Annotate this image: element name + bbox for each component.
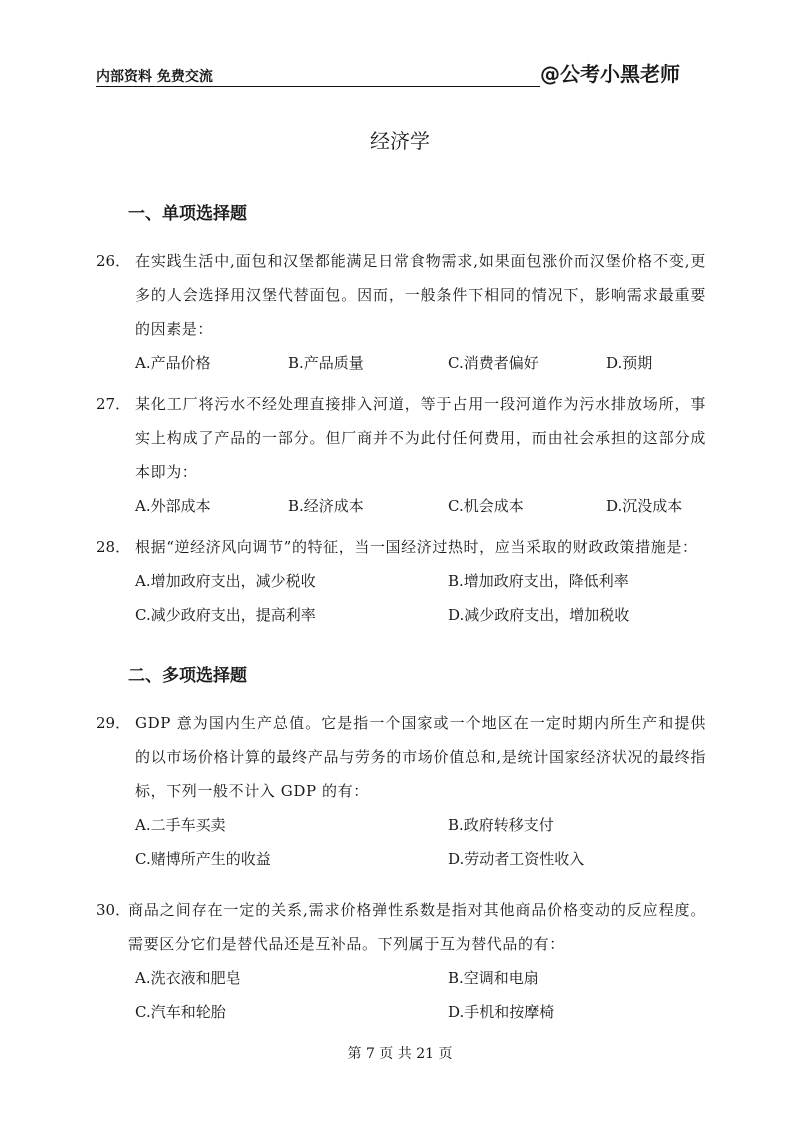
question-number: 29． [96, 714, 131, 732]
question-stem: 某化工厂将污水不经处理直接排入河道，等于占用一段河道作为污水排放场所，事实上构成了产品的一部分。但厂商并不为此付任何费用，而由社会承担的这部分成本即为： [135, 395, 706, 481]
question-number: 30． [96, 901, 131, 919]
option-a[interactable]: A.外部成本 [135, 497, 211, 515]
page-footer: 第 7 页 共 21 页 [347, 1046, 453, 1062]
option-a[interactable]: A.增加政府支出，减少税收 [135, 572, 316, 590]
option-c[interactable]: C.赌博所产生的收益 [135, 850, 271, 868]
option-d[interactable]: D.减少政府支出，增加税收 [448, 606, 630, 624]
question-options [135, 564, 706, 598]
question-26 [96, 244, 706, 380]
option-c[interactable]: C.消费者偏好 [448, 354, 539, 372]
option-b[interactable]: B.空调和电扇 [448, 969, 539, 987]
question-29 [96, 706, 706, 876]
question-28 [96, 530, 706, 632]
question-stem: 在实践生活中,面包和汉堡都能满足日常食物需求,如果面包涨价而汉堡价格不变,更多的人会选择用汉堡代替面包。因而，一般条件下相同的情况下，影响需求最重要的因素是： [135, 252, 706, 338]
section-heading-single-choice: 一、单项选择题 [128, 204, 247, 224]
page-title: 经济学 [370, 129, 430, 153]
header-watermark-text: @公考小黑老师 [540, 62, 680, 86]
question-options [135, 808, 706, 842]
option-d[interactable]: D.劳动者工资性收入 [448, 850, 585, 868]
option-b[interactable]: B.增加政府支出，降低利率 [448, 572, 629, 590]
question-30 [96, 893, 706, 1029]
question-number: 27． [96, 395, 131, 413]
option-b[interactable]: B.政府转移支付 [448, 816, 554, 834]
question-options [135, 842, 706, 876]
option-b[interactable]: B.产品质量 [288, 354, 364, 372]
question-options [135, 598, 706, 632]
option-d[interactable]: D.沉没成本 [606, 497, 683, 515]
section-heading-multiple-choice: 二、多项选择题 [128, 666, 247, 686]
question-options [135, 346, 706, 380]
page-header [96, 58, 696, 88]
question-options [135, 995, 706, 1029]
question-number: 26． [96, 252, 131, 270]
header-rule [96, 86, 540, 87]
question-27 [96, 387, 706, 523]
header-left-text: 内部资料 免费交流 [96, 69, 213, 85]
option-c[interactable]: C.机会成本 [448, 497, 524, 515]
question-options [135, 961, 706, 995]
option-a[interactable]: A.二手车买卖 [135, 816, 226, 834]
option-b[interactable]: B.经济成本 [288, 497, 364, 515]
option-c[interactable]: C.减少政府支出，提高利率 [135, 606, 316, 624]
question-stem: GDP 意为国内生产总值。它是指一个国家或一个地区在一定时期内所生产和提供的以市场价格计算的最终产品与劳务的市场价值总和,是统计国家经济状况的最终指标，下列一般不计入 GDP 的有： [135, 714, 706, 800]
option-c[interactable]: C.汽车和轮胎 [135, 1003, 226, 1021]
question-stem: 根据“逆经济风向调节”的特征，当一国经济过热时，应当采取的财政政策措施是： [135, 538, 698, 556]
option-d[interactable]: D.手机和按摩椅 [448, 1003, 555, 1021]
option-a[interactable]: A.产品价格 [135, 354, 211, 372]
option-a[interactable]: A.洗衣液和肥皂 [135, 969, 241, 987]
question-stem: 商品之间存在一定的关系,需求价格弹性系数是指对其他商品价格变动的反应程度。需要区分它们是替代品还是互补品。下列属于互为替代品的有： [128, 901, 706, 953]
question-number: 28． [96, 538, 131, 556]
question-options [135, 489, 706, 523]
option-d[interactable]: D.预期 [606, 354, 653, 372]
